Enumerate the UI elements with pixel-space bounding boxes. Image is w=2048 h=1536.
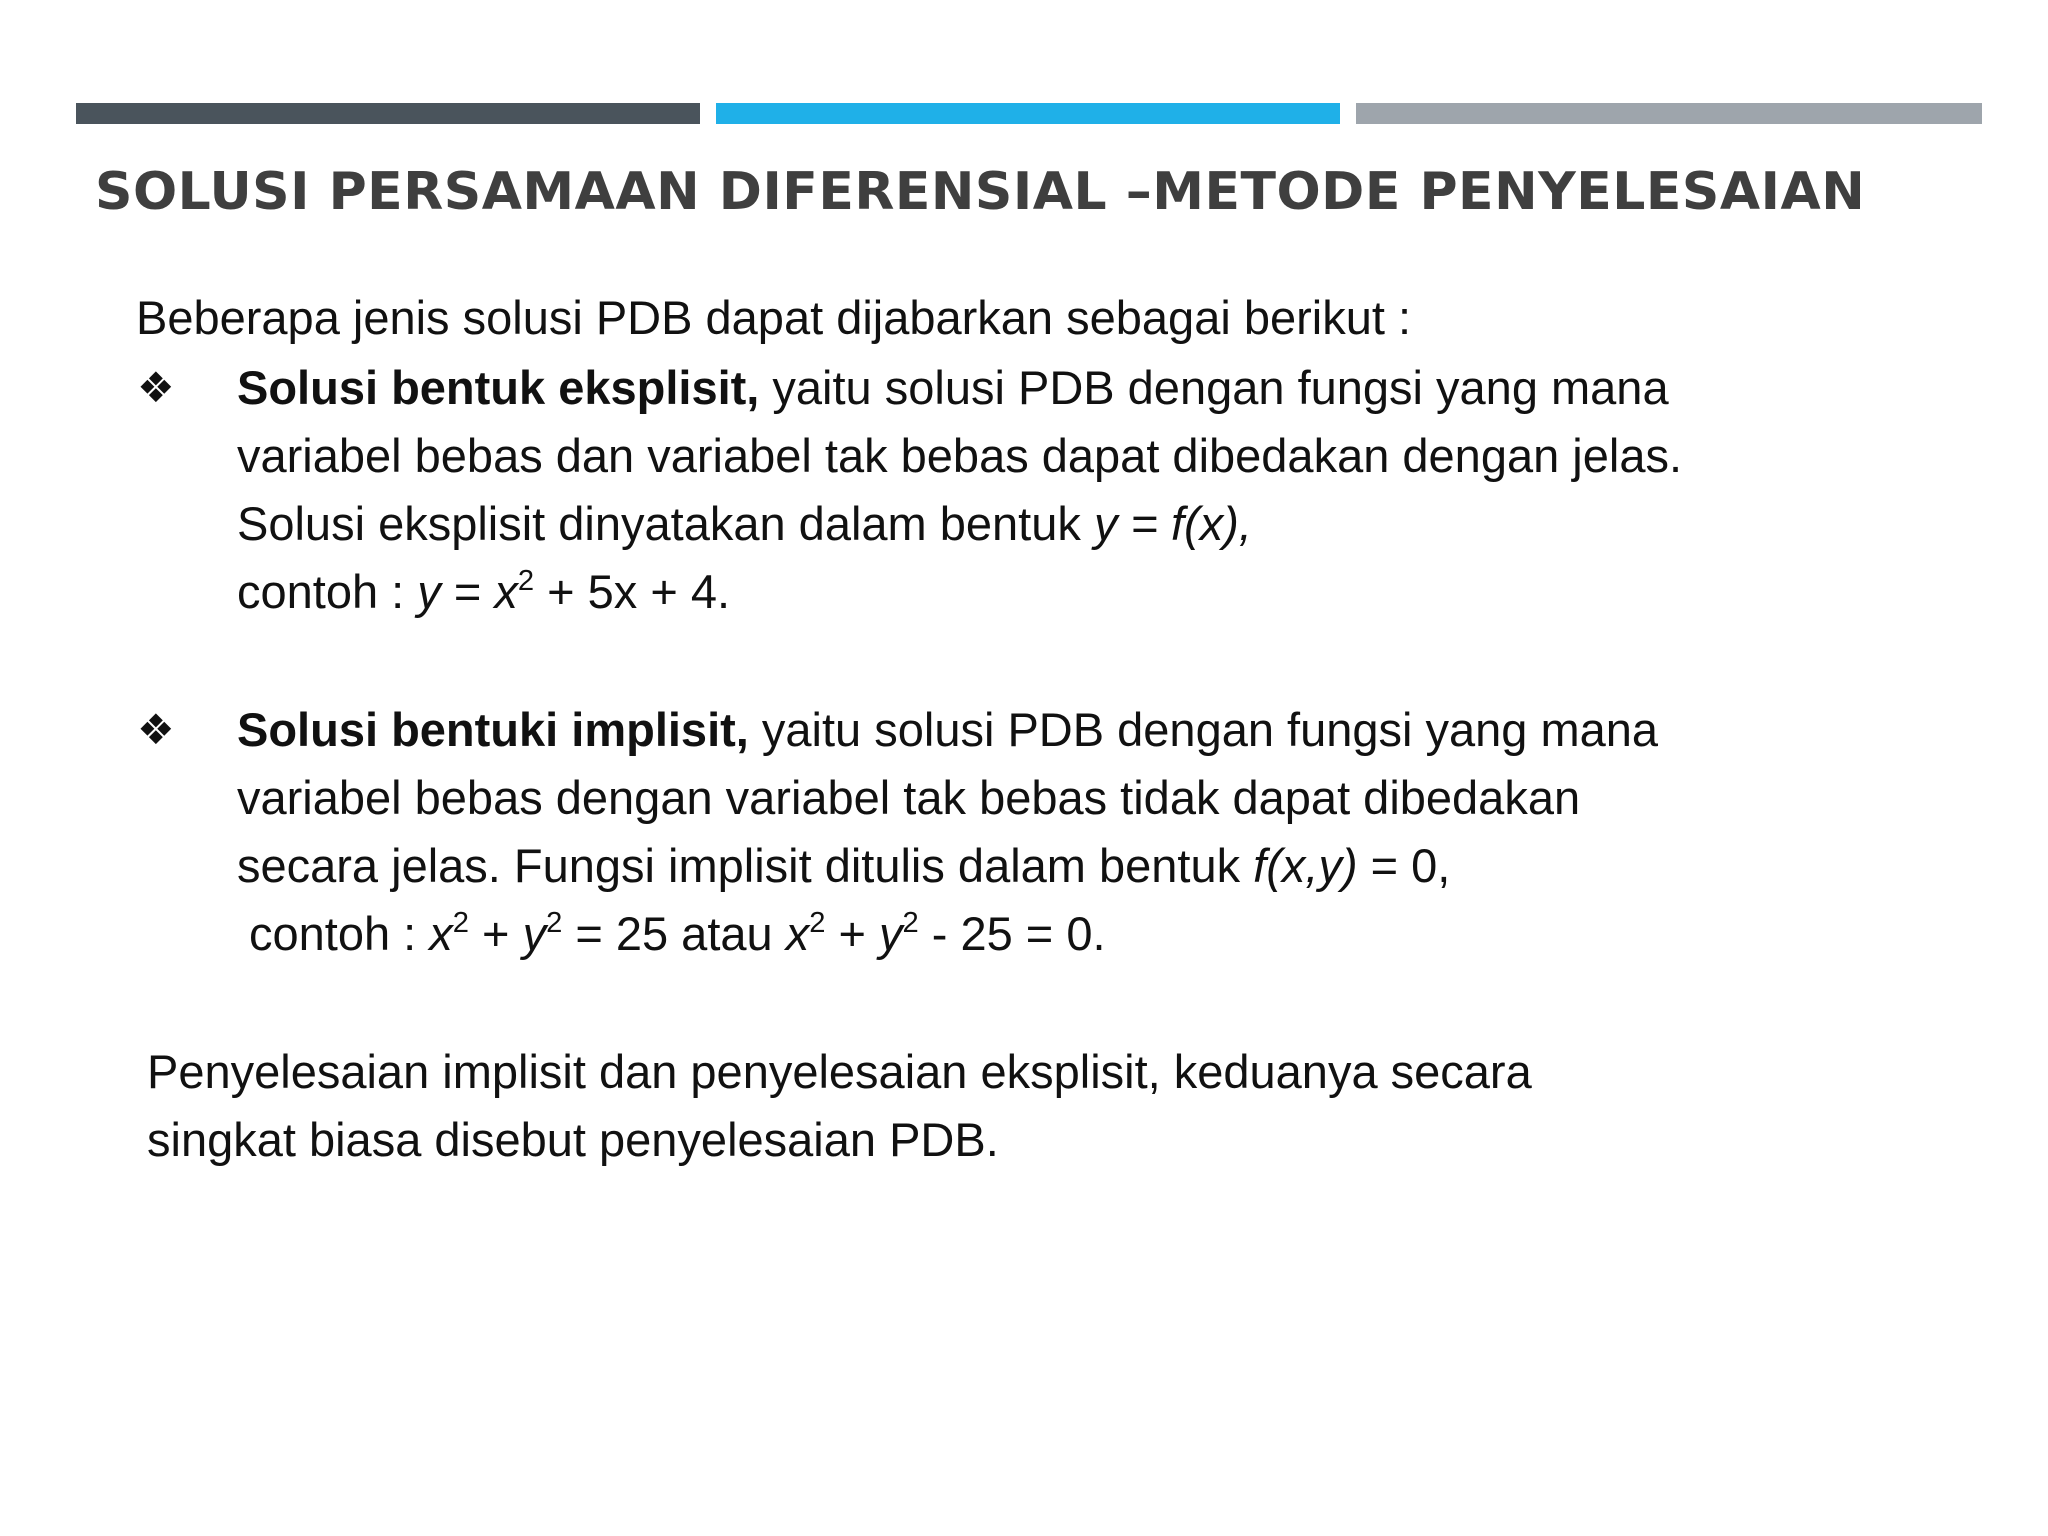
explicit-formula: y = f(x), (1093, 497, 1252, 550)
implicit-example: contoh : $x^2 + y^2 = 25$ atau $x^2 + y^2 - 25 = 0$. (249, 906, 1106, 960)
explicit-term: Solusi bentuk eksplisit, (237, 361, 760, 414)
header-bar-gray (1356, 103, 1982, 124)
bullet-icon-implicit: ❖ (137, 705, 175, 754)
header-bar-blue (716, 103, 1340, 124)
explicit-line-2: variabel bebas dan variabel tak bebas dapat dibedakan dengan jelas. (237, 429, 1683, 482)
header-bar-dark (76, 103, 700, 124)
explicit-line-3: Solusi eksplisit dinyatakan dalam bentuk y = f(x), (237, 497, 1252, 550)
intro-text: Beberapa jenis solusi PDB dapat dijabarkan sebagai berikut : (136, 291, 1412, 344)
bullet-icon-explicit: ❖ (137, 363, 175, 412)
implicit-line-2: variabel bebas dengan variabel tak bebas tidak dapat dibedakan (237, 771, 1581, 824)
implicit-line-1: Solusi bentuki implisit, yaitu solusi PDB dengan fungsi yang mana (237, 703, 1659, 756)
slide-title: SOLUSI PERSAMAAN DIFERENSIAL –METODE PENYELESAIAN (95, 162, 1866, 222)
conclusion-line-1: Penyelesaian implisit dan penyelesaian eksplisit, keduanya secara (147, 1045, 1532, 1098)
explicit-line-1: Solusi bentuk eksplisit, yaitu solusi PDB dengan fungsi yang mana (237, 361, 1669, 414)
explicit-example: contoh : $y = x^2 + 5x + 4$. (237, 564, 731, 618)
implicit-formula: f(x,y) (1253, 839, 1358, 892)
conclusion-line-2: singkat biasa disebut penyelesaian PDB. (147, 1113, 999, 1166)
implicit-term: Solusi bentuki implisit, (237, 703, 749, 756)
implicit-line-3: secara jelas. Fungsi implisit ditulis dalam bentuk f(x,y) = 0, (237, 839, 1451, 892)
